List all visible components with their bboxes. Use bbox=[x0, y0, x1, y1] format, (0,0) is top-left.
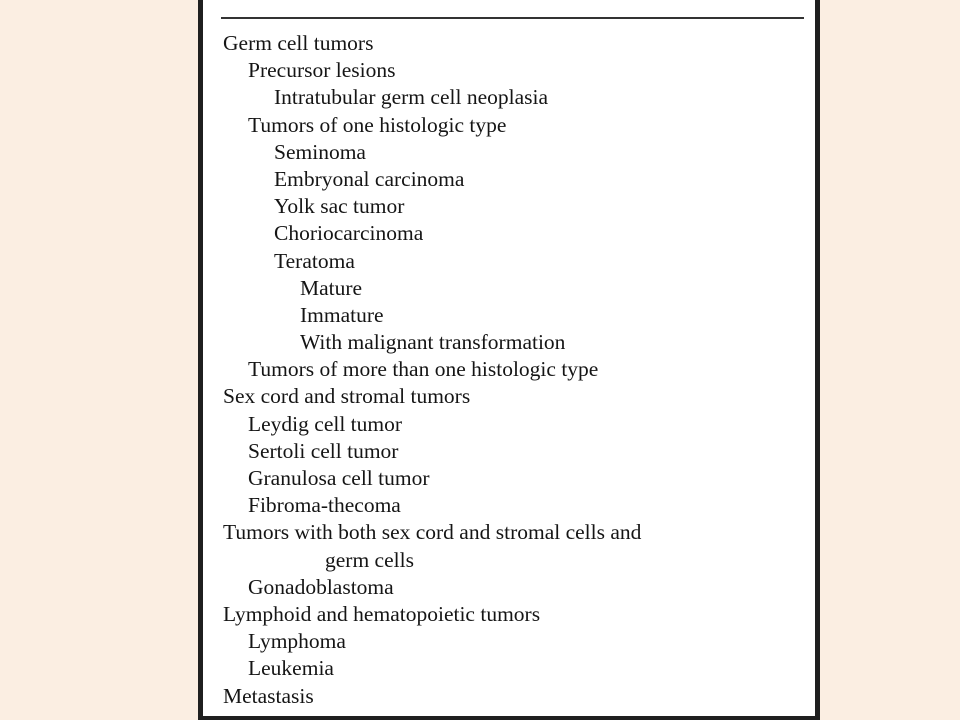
list-item: Sex cord and stromal tumors bbox=[223, 384, 471, 409]
list-item: Immature bbox=[300, 302, 384, 327]
list-item: Yolk sac tumor bbox=[274, 194, 405, 219]
classification-table bbox=[203, 0, 815, 716]
list-item-continuation: germ cells bbox=[325, 547, 414, 572]
list-item: Gonadoblastoma bbox=[248, 574, 394, 599]
list-item: Leukemia bbox=[248, 656, 334, 681]
top-rule bbox=[221, 17, 804, 19]
list-item: Fibroma-thecoma bbox=[248, 493, 401, 518]
tumor-classification-list bbox=[223, 30, 811, 710]
list-item: Mature bbox=[300, 275, 363, 300]
list-item: With malignant transformation bbox=[300, 330, 566, 355]
list-item: Germ cell tumors bbox=[223, 31, 374, 55]
list-item: Tumors with both sex cord and stromal cells and bbox=[223, 520, 642, 545]
list-item: Lymphoid and hematopoietic tumors bbox=[223, 601, 541, 626]
list-item: Choriocarcinoma bbox=[274, 221, 424, 246]
list-item: Teratoma bbox=[274, 248, 355, 273]
list-item: Leydig cell tumor bbox=[248, 411, 403, 436]
list-item: Metastasis bbox=[223, 683, 314, 708]
list-item: Granulosa cell tumor bbox=[248, 466, 430, 490]
list-item: Precursor lesions bbox=[248, 58, 396, 83]
list-item: Tumors of more than one histologic type bbox=[248, 357, 599, 382]
classification-panel bbox=[198, 0, 820, 720]
list-item: Lymphoma bbox=[248, 629, 346, 654]
list-item: Intratubular germ cell neoplasia bbox=[274, 85, 549, 110]
list-item: Embryonal carcinoma bbox=[274, 166, 465, 191]
list-item: Tumors of one histologic type bbox=[248, 112, 507, 137]
list-item: Sertoli cell tumor bbox=[248, 438, 399, 463]
list-item: Seminoma bbox=[274, 139, 366, 164]
